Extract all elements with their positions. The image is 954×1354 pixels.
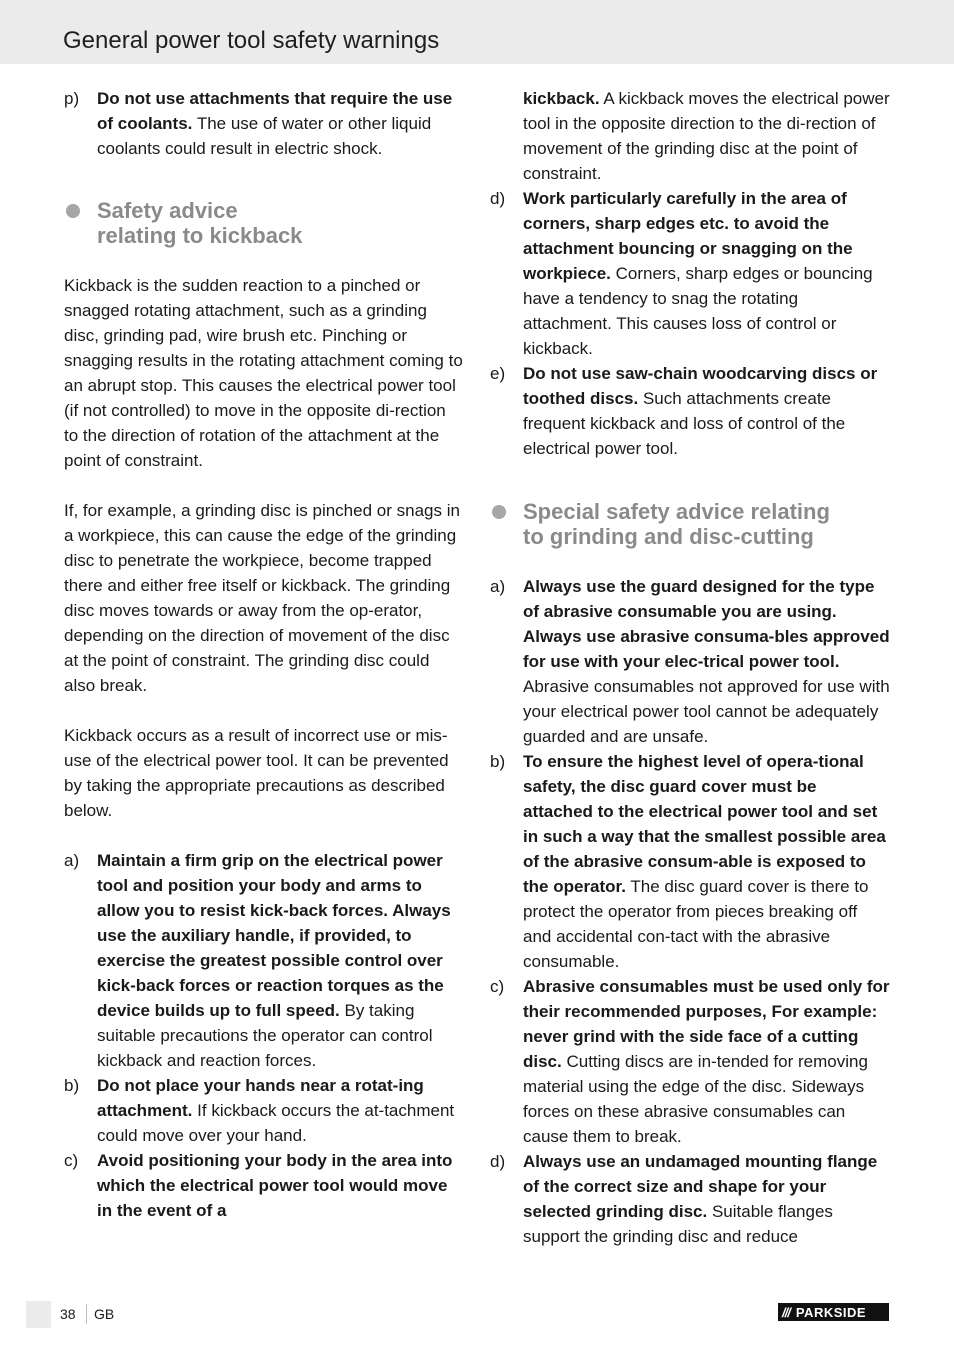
item-text [97,1073,464,1148]
left-column [64,86,464,1223]
item-marker: b) [64,1076,80,1095]
list-item-c [490,974,890,1149]
item-body-text: Cutting discs are in-tended for removing material using the edge of the disc. Sideways forces on these abrasive consumables can cause them to break. [523,1052,868,1146]
item-marker: c) [64,1151,79,1170]
item-marker: b) [490,752,506,771]
list-item-p [64,86,464,161]
item-bold-text: Do not use saw-chain woodcarving discs or toothed discs. [523,364,878,408]
footer-divider [86,1304,87,1324]
item-body-text: The use of water or other liquid coolants could result in electric shock. [97,114,432,158]
item-text [523,1149,890,1249]
item-text [97,86,464,161]
list-item-d [490,1149,890,1249]
paragraph: Kickback occurs as a result of incorrect use or mis-use of the electrical power tool. It can be prevented by taking the appropriate precautions as described below. [64,726,449,820]
heading-line: to grinding and disc-cutting [523,524,814,549]
item-text [523,974,890,1149]
heading-line: Special safety advice relating [523,499,830,524]
item-body-text: Such attachments create frequent kickback and loss of control of the electrical power tool. [523,389,846,458]
list-item-a [490,574,890,749]
item-marker: a) [64,851,80,870]
item-marker: d) [490,189,506,208]
item-bold-text: Work particularly carefully in the area of corners, sharp edges etc. to avoid the attachment bouncing or snagging on the workpiece. [523,189,853,283]
page-number: 38 [60,1306,76,1322]
heading-line: Safety advice [97,198,238,223]
item-bold-text: Do not use attachments that require the use of coolants. [97,89,453,133]
paragraph: Kickback is the sudden reaction to a pinched or snagged rotating attachment, such as a grinding disc, grinding pad, wire brush etc. Pinching or snagging results in the rotating attachment coming to an abrupt stop. This causes the electrical power tool (if not controlled) to move in the opposite di-rection to the direction of rotation of the attachment at the point of constraint. [64,276,463,470]
page-header [0,0,954,64]
item-bold-text: Avoid positioning your body in the area into which the electrical power tool would move in the event of a [97,1151,453,1220]
item-bold-text: Maintain a firm grip on the electrical power tool and position your body and arms to allow you to resist kick-back forces. Always use the auxiliary handle, if provided, to exercise the greatest possible control over kick-back forces or reaction torques as the device builds up to full speed. [97,851,451,1020]
item-bold-text: To ensure the highest level of opera-tional safety, the disc guard cover must be attached to the electrical power tool and set in such a way that the smallest possible area of the abrasive consum-able is exposed to the operator. [523,752,886,896]
item-text [523,86,890,186]
item-body-text: Corners, sharp edges or bouncing have a tendency to snag the rotating attachment. This causes loss of control or kickback. [523,264,873,358]
item-body-text: By taking suitable precautions the operator can control kickback and reaction forces. [97,1001,433,1070]
parkside-logo [778,1303,889,1321]
item-marker: a) [490,577,506,596]
item-text [523,574,890,749]
item-text [523,186,890,361]
language-code: GB [94,1306,115,1322]
item-bold-text: Always use the guard designed for the type of abrasive consumable you are using. Always use abrasive consuma-bles approved for use with your elec-trical power tool. [523,577,890,671]
list-item-c-continued [490,86,890,186]
item-body-text: If kickback occurs the at-tachment could move over your hand. [97,1101,455,1145]
item-marker: p) [64,89,80,108]
item-marker: c) [490,977,505,996]
item-text [97,848,464,1073]
heading-line: relating to kickback [97,223,303,248]
list-item-d [490,186,890,361]
list-item-b [490,749,890,974]
item-body-text: The disc guard cover is there to protect the operator from pieces breaking off and accidental con-tact with the abrasive consumable. [523,877,869,971]
section-heading-kickback [64,198,464,248]
item-body-text: Suitable flanges support the grinding disc and reduce [523,1202,833,1246]
footer-marker-box [26,1301,51,1328]
right-column [490,86,890,1249]
logo-stripes-icon: /// [782,1304,790,1320]
page-title: General power tool safety warnings [63,27,440,54]
item-body-text: Abrasive consumables not approved for use with your electrical power tool cannot be adequately guarded and are unsafe. [523,677,890,746]
bullet-icon [492,505,506,519]
item-bold-text: Abrasive consumables must be used only for their recommended purposes, For example: never grind with the side face of a cutting disc. [523,977,890,1071]
list-item-a [64,848,464,1073]
item-bold-text: kickback. [523,89,600,108]
bullet-icon [66,204,80,218]
logo-text: PARKSIDE [795,1304,867,1320]
item-text [523,749,890,974]
list-item-b [64,1073,464,1148]
item-bold-text: Do not place your hands near a rotat-ing attachment. [97,1076,424,1120]
item-bold-text: Always use an undamaged mounting flange of the correct size and shape for your selected grinding disc. [523,1152,878,1221]
list-item-e [490,361,890,461]
item-marker: e) [490,364,506,383]
item-body-text: A kickback moves the electrical power tool in the opposite direction to the di-rection of movement of the grinding disc at the point of constraint. [523,89,890,183]
item-text [97,1148,464,1223]
list-item-c [64,1148,464,1223]
item-text [523,361,890,461]
section-heading-grinding [490,499,890,549]
item-marker: d) [490,1152,506,1171]
paragraph: If, for example, a grinding disc is pinched or snags in a workpiece, this can cause the edge of the grinding disc to penetrate the workpiece, become trapped there and either free itself or kickback. The grinding disc moves towards or away from the op-erator, depending on the direction of movement of the disc at the point of constraint. The grinding disc could also break. [64,501,460,695]
